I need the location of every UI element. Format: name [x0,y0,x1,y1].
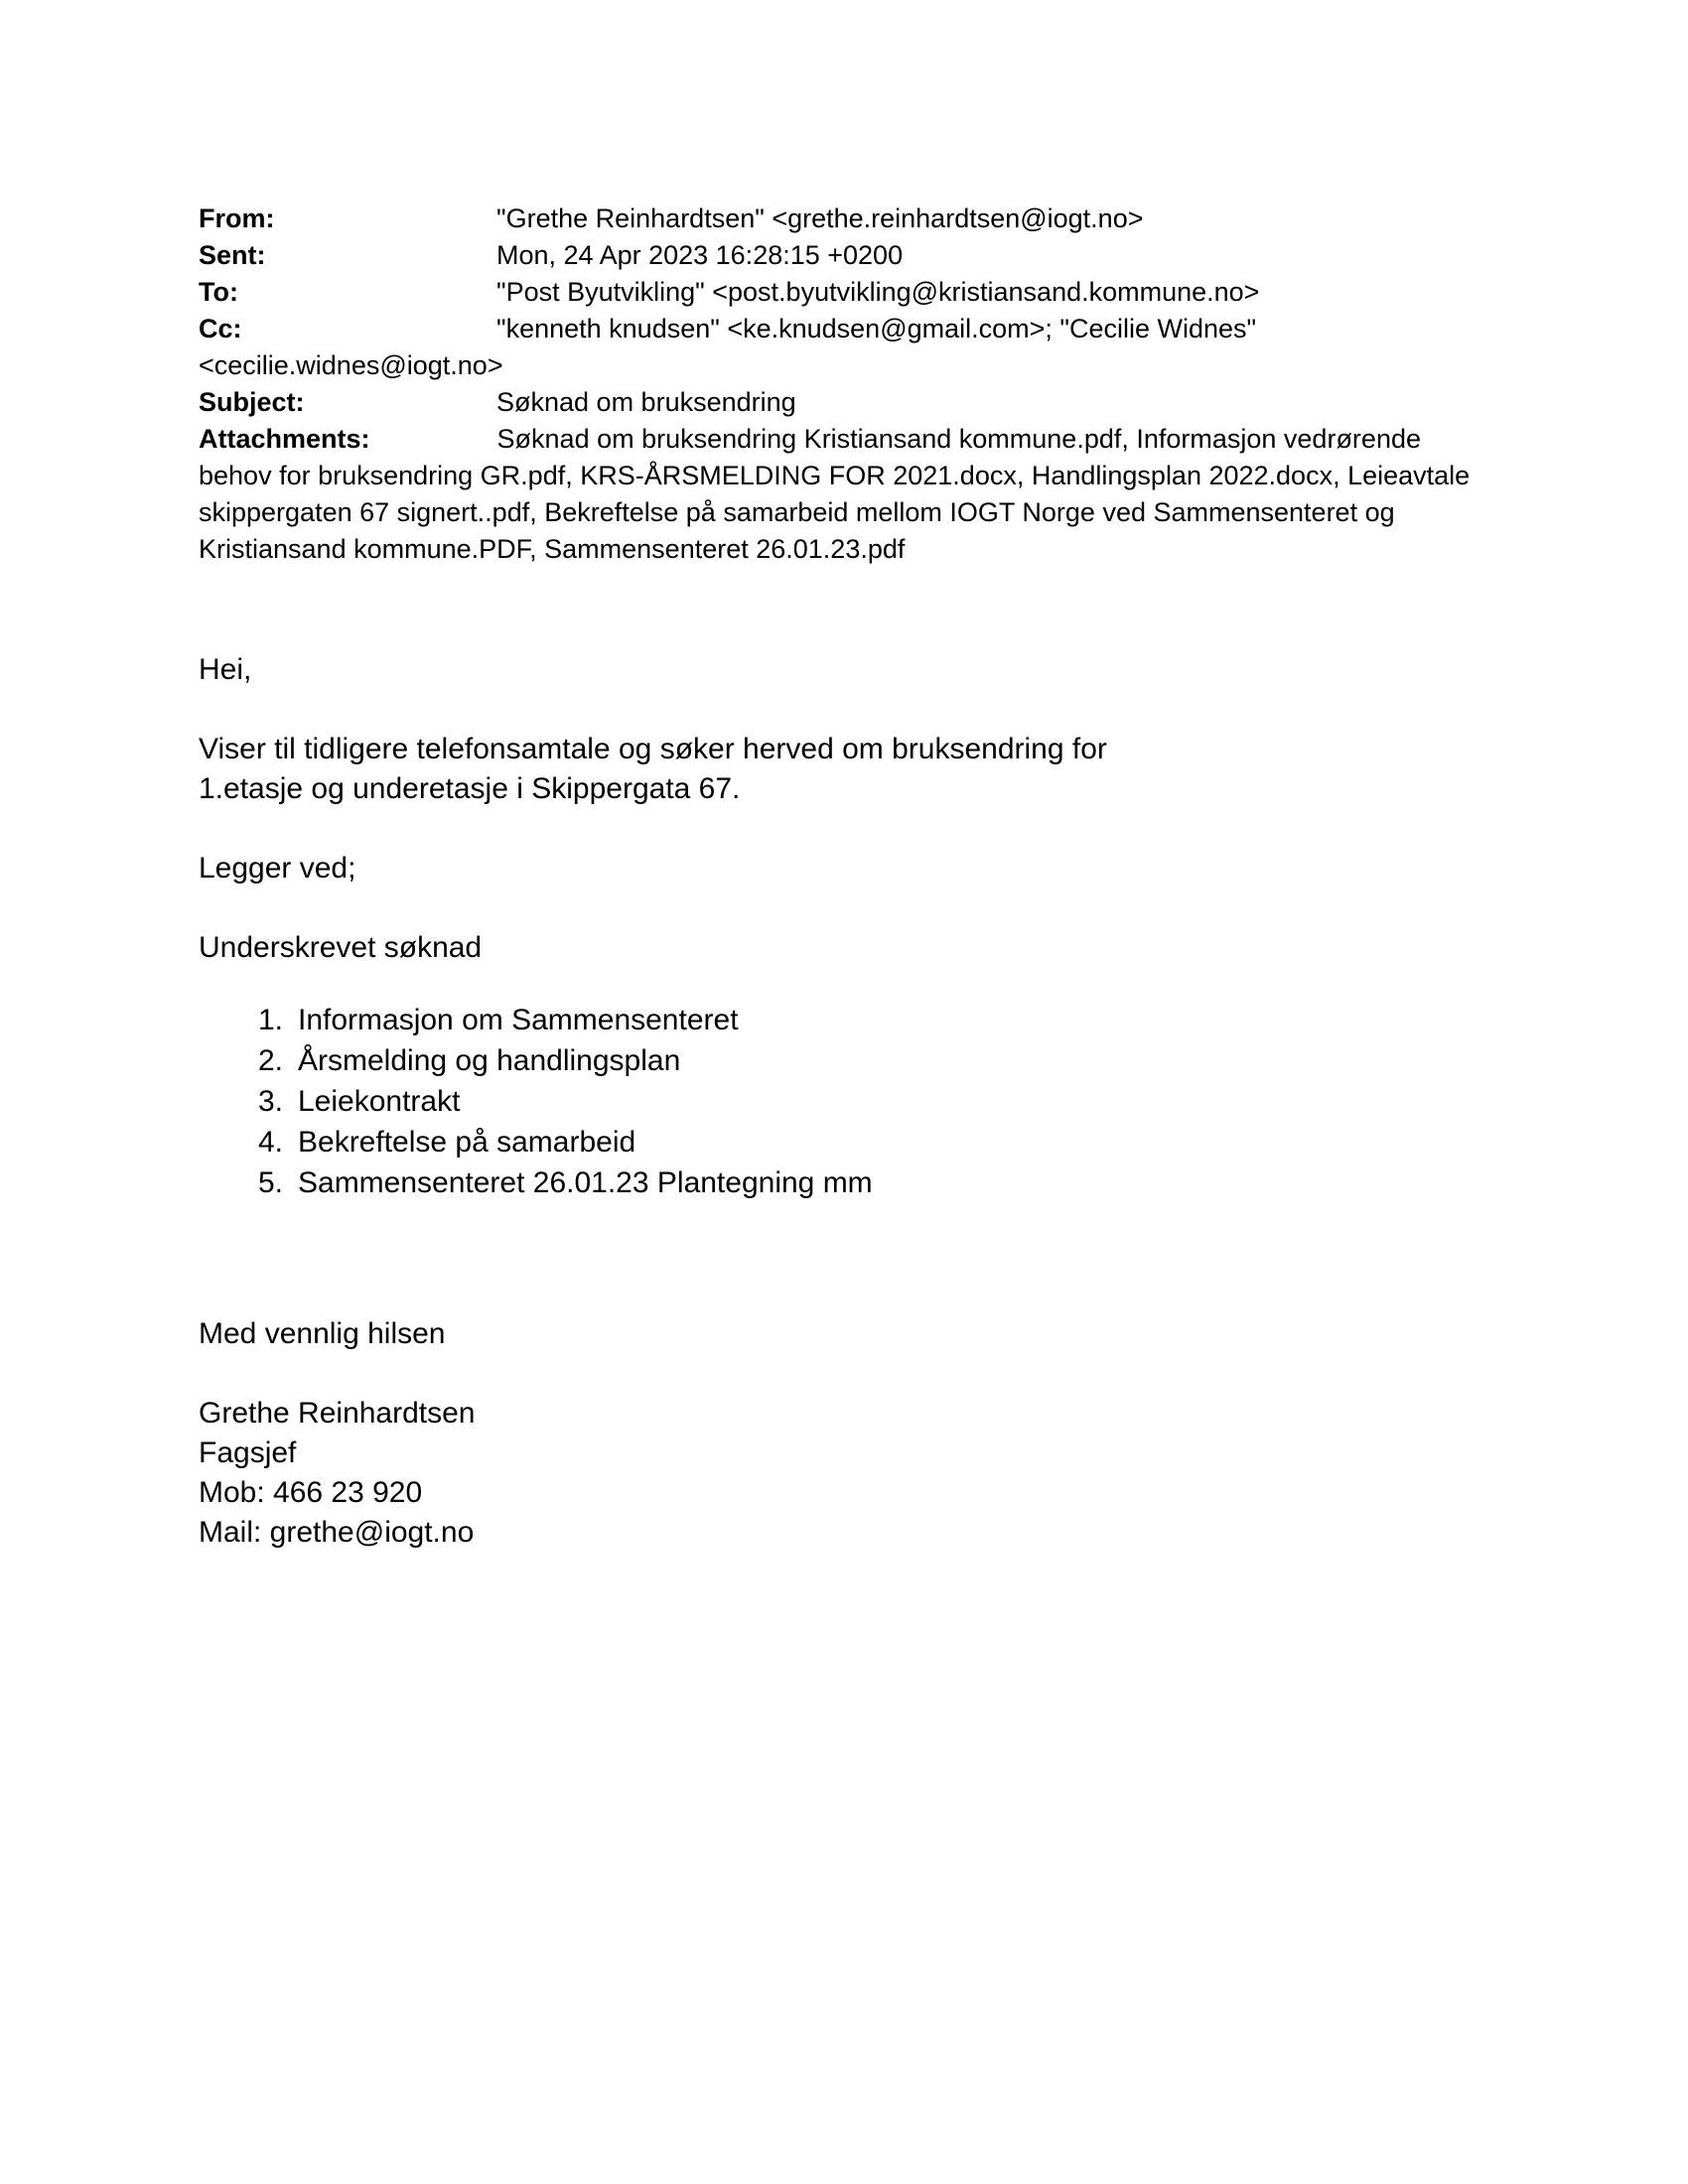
attachments-label: Attachments: [199,424,370,454]
sent-label: Sent: [199,240,266,270]
cc-value-line1: "kenneth knudsen" <ke.knudsen@gmail.com>; "Cecilie Widnes" [496,314,1257,343]
list-number: 4. [258,1126,284,1159]
attachments-line2: behov for bruksendring GR.pdf, KRS-ÅRSMELDING FOR 2021.docx, Handlingsplan 2022.docx, Leieavtale [199,461,1471,490]
from-label: From: [199,204,275,233]
attachments-line1: Søknad om bruksendring Kristiansand kommune.pdf, Informasjon vedrørende [496,424,1421,454]
list-item [258,1000,1489,1040]
subject-label: Subject: [199,387,305,417]
cc-row [199,311,1489,384]
underskrevet-soknad: Underskrevet søknad [199,931,483,964]
list-item [258,1122,1489,1162]
list-text: Sammensenteret 26.01.23 Plantegning mm [298,1166,873,1199]
email-header [199,201,1489,568]
intro-line1: Viser til tidligere telefonsamtale og søker herved om bruksendring for [199,733,1107,765]
attachments-line4: Kristiansand kommune.PDF, Sammensenteret 26.01.23.pdf [199,534,906,564]
attachments-row [199,421,1489,568]
legger-ved: Legger ved; [199,852,356,885]
signature-mobile: Mob: 466 23 920 [199,1476,423,1509]
list-number: 5. [258,1166,284,1199]
sent-row [199,237,1489,274]
list-item [258,1040,1489,1081]
list-item [258,1162,1489,1203]
list-number: 2. [258,1044,284,1077]
to-row [199,274,1489,311]
intro-line2: 1.etasje og underetasje i Skippergata 67. [199,772,741,805]
to-value: "Post Byutvikling" <post.byutvikling@kristiansand.kommune.no> [496,277,1260,307]
email-body [199,650,1489,1553]
signature-title: Fagsjef [199,1436,297,1469]
attachments-line3: skippergaten 67 signert..pdf, Bekreftelse på samarbeid mellom IOGT Norge ved Sammensenteret og [199,497,1395,527]
subject-row [199,384,1489,421]
list-text: Bekreftelse på samarbeid [298,1126,636,1159]
list-text: Leiekontrakt [298,1085,461,1118]
signature [199,1394,1489,1553]
list-item [258,1081,1489,1122]
closing: Med vennlig hilsen [199,1317,446,1350]
list-text: Informasjon om Sammensenteret [298,1004,739,1036]
list-number: 3. [258,1085,284,1118]
signature-name: Grethe Reinhardtsen [199,1397,476,1430]
to-label: To: [199,277,238,307]
list-number: 1. [258,1004,284,1036]
list-text: Årsmelding og handlingsplan [298,1044,681,1077]
sent-value: Mon, 24 Apr 2023 16:28:15 +0200 [496,240,904,270]
subject-value: Søknad om bruksendring [496,387,796,417]
from-value: "Grethe Reinhardtsen" <grethe.reinhardtsen@iogt.no> [496,204,1144,233]
greeting: Hei, [199,653,252,686]
cc-value-line2: <cecilie.widnes@iogt.no> [199,350,503,380]
intro-paragraph [199,730,1489,809]
attachment-list [199,1000,1489,1203]
from-row [199,201,1489,237]
cc-label: Cc: [199,314,242,343]
signature-mail: Mail: grethe@iogt.no [199,1516,475,1549]
